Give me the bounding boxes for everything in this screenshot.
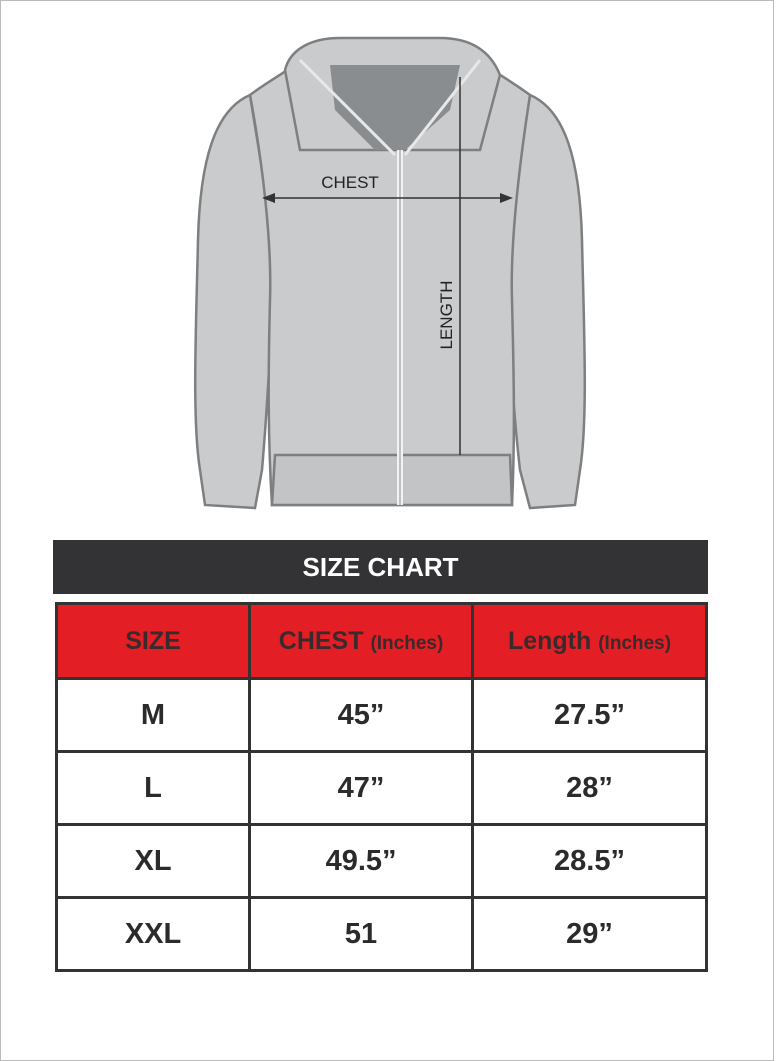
- size-cell: XXL: [57, 898, 250, 971]
- size-cell: L: [57, 752, 250, 825]
- header-length: [473, 604, 707, 679]
- chest-cell: 49.5”: [250, 825, 473, 898]
- size-cell: XL: [57, 825, 250, 898]
- length-cell: 29”: [473, 898, 707, 971]
- table-row: [57, 752, 707, 825]
- hoodie-illustration: [195, 38, 585, 508]
- length-cell: 28.5”: [473, 825, 707, 898]
- chest-cell: 51: [250, 898, 473, 971]
- hoodie-diagram: [0, 0, 780, 530]
- size-chart-title: SIZE CHART: [53, 540, 708, 594]
- size-table: [55, 602, 708, 972]
- chest-label: CHEST: [321, 173, 379, 192]
- header-label: CHEST: [278, 626, 364, 655]
- header-label: Length: [507, 626, 592, 655]
- table-row: [57, 825, 707, 898]
- table-row: [57, 679, 707, 752]
- length-label: LENGTH: [437, 280, 456, 350]
- chest-cell: 47”: [250, 752, 473, 825]
- table-header-row: [57, 604, 707, 679]
- length-cell: 27.5”: [473, 679, 707, 752]
- size-cell: M: [57, 679, 250, 752]
- header-unit: (Inches): [370, 632, 444, 654]
- header-chest: [250, 604, 473, 679]
- length-cell: 28”: [473, 752, 707, 825]
- header-size: [57, 604, 250, 679]
- chest-cell: 45”: [250, 679, 473, 752]
- header-label: SIZE: [125, 626, 181, 655]
- header-unit: (Inches): [598, 632, 672, 654]
- table-row: [57, 898, 707, 971]
